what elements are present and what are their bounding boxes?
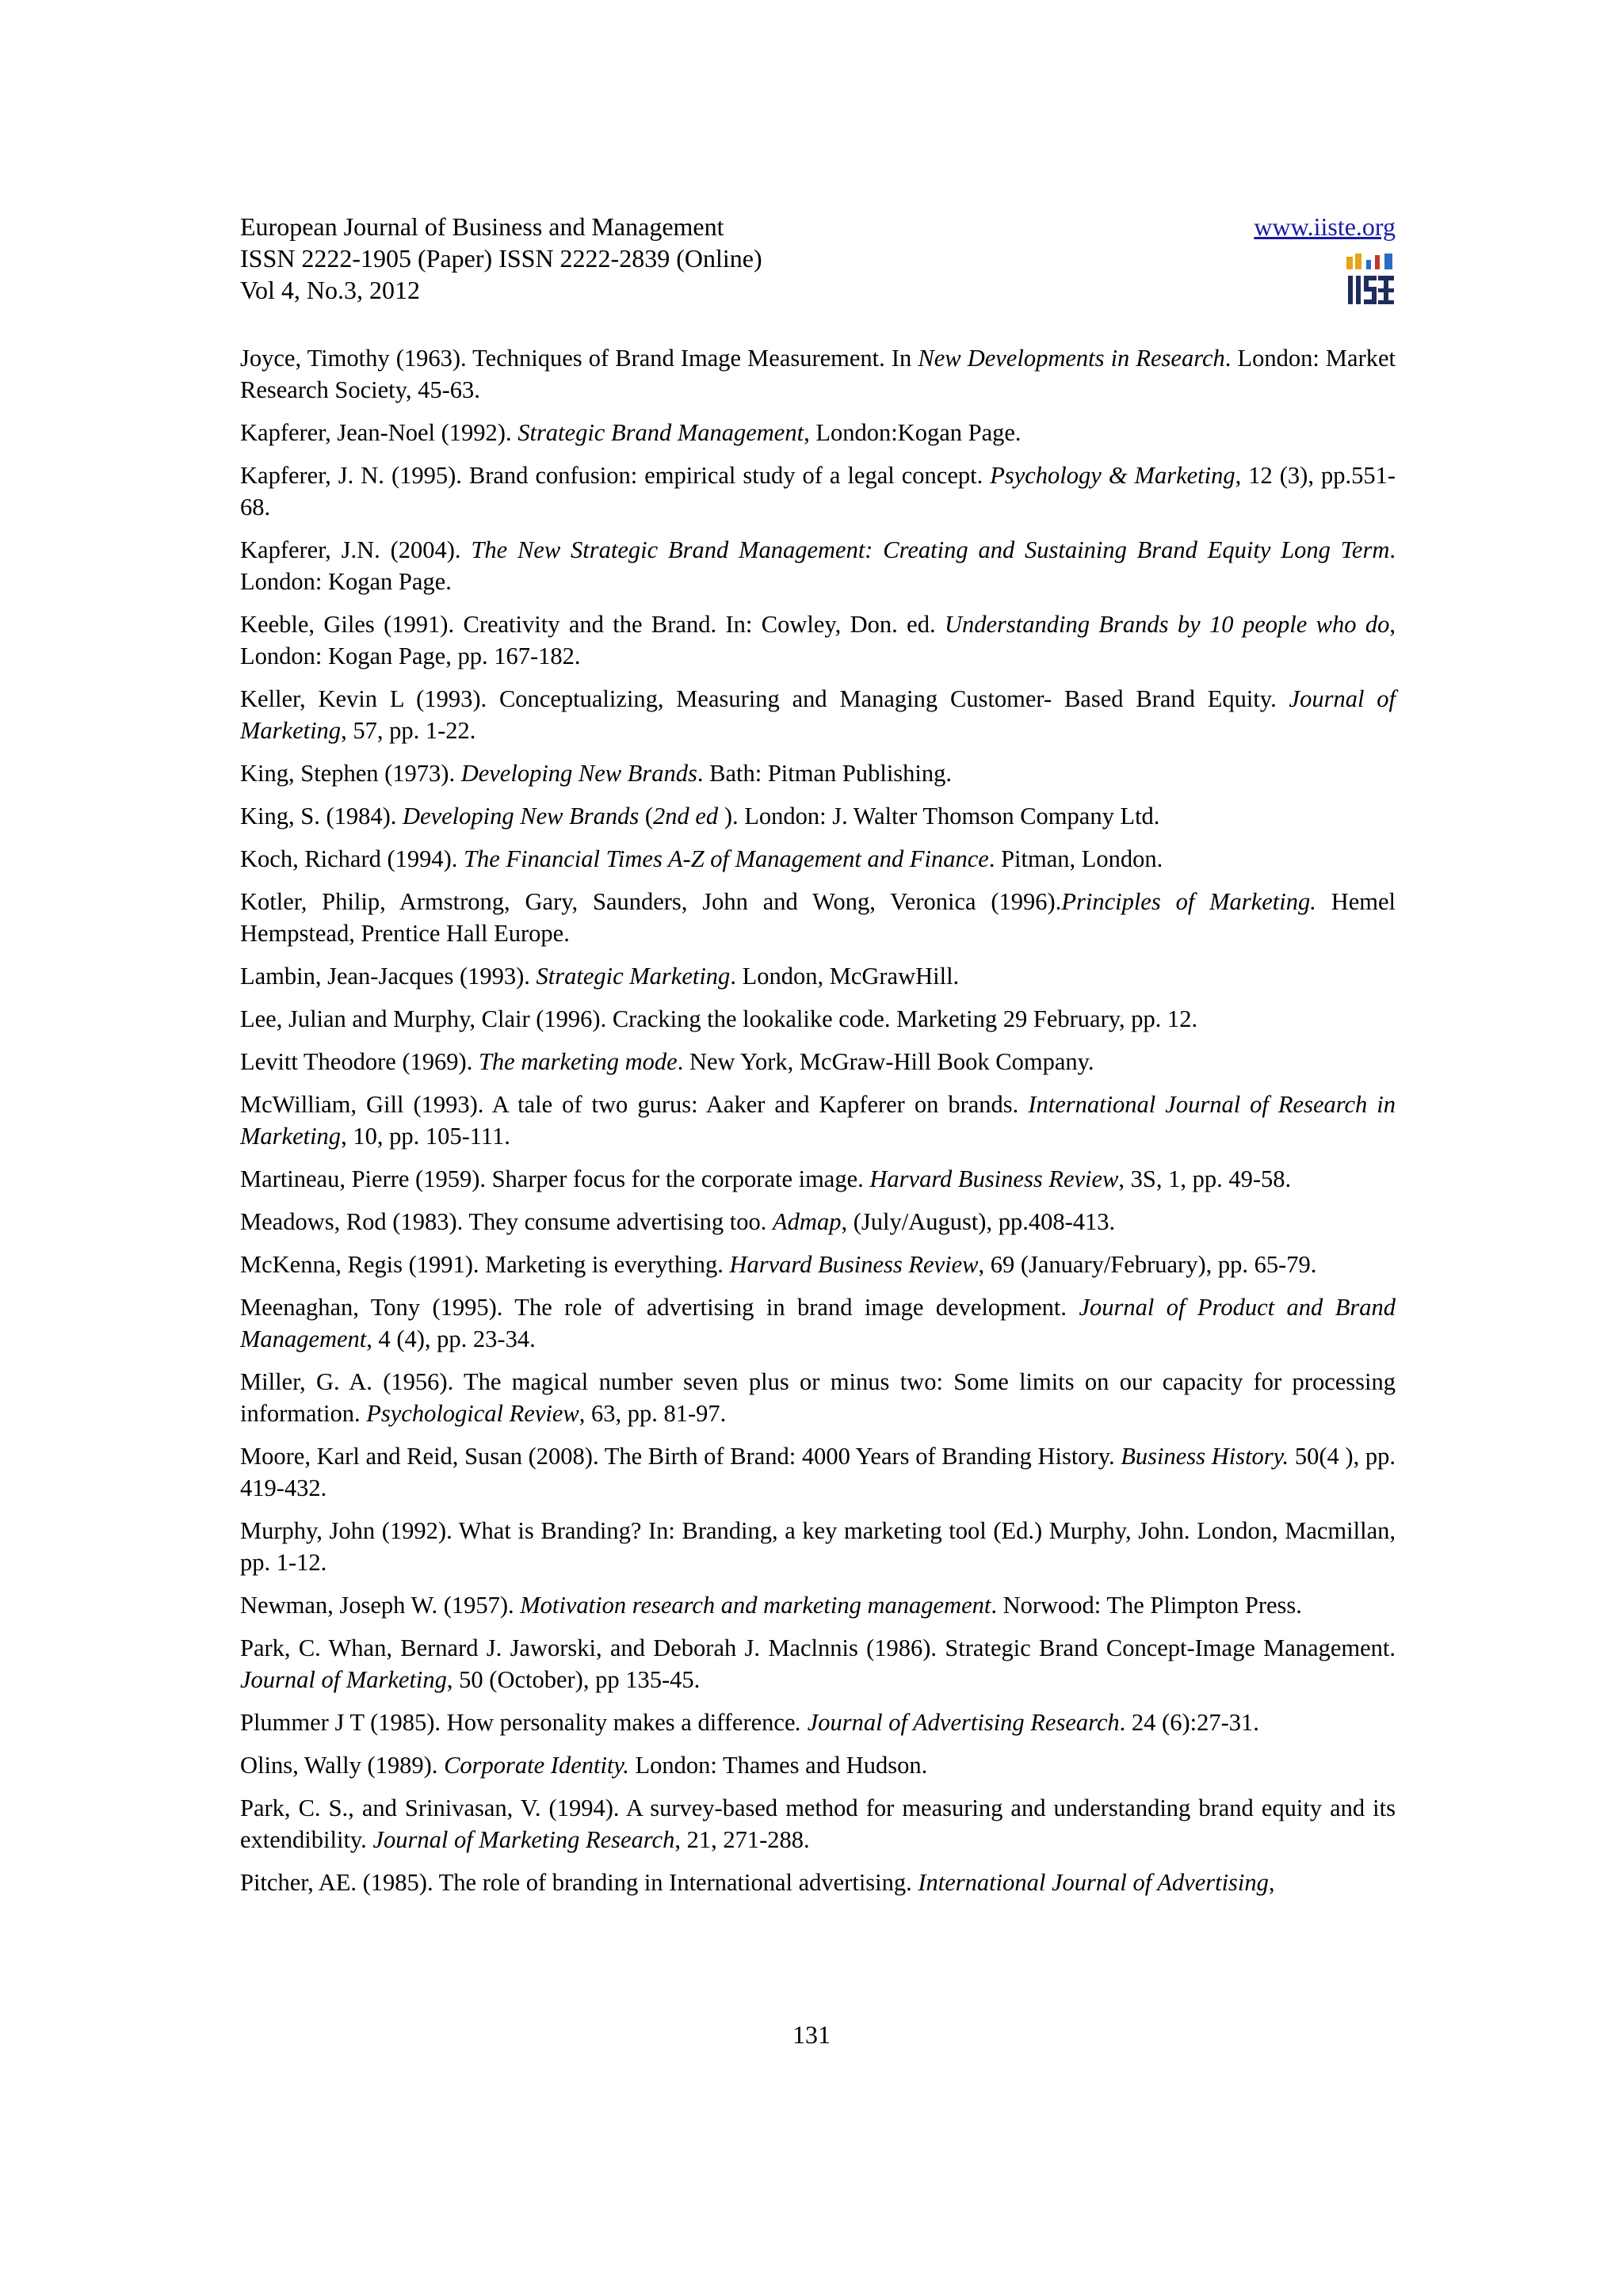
reference-text: . Pitman, London. (988, 845, 1163, 872)
reference-text: , 63, pp. 81-97. (579, 1400, 727, 1427)
reference-entry (240, 417, 1396, 448)
reference-text: 50(4 ), pp. 419-432. (240, 1443, 1396, 1501)
reference-text: , (1268, 1869, 1275, 1896)
reference-italic-text: Journal of Product and Brand Management (240, 1294, 1396, 1352)
reference-italic-text: 2nd ed (653, 803, 719, 830)
reference-entry (240, 757, 1396, 789)
reference-text: Hemel Hempstead, Prentice Hall Europe. (240, 888, 1396, 947)
reference-italic-text: Understanding Brands by 10 people who do (944, 611, 1390, 638)
reference-text: . London, McGrawHill. (730, 963, 960, 990)
reference-text: . Norwood: The Plimpton Press. (991, 1592, 1302, 1619)
journal-name: European Journal of Business and Management (240, 212, 724, 241)
reference-text: Park, C. S., and Srinivasan, V. (1994). A survey-based method for measuring and understanding brand equity and its extendibility. (240, 1794, 1396, 1853)
reference-text: , (July/August), pp.408-413. (841, 1208, 1116, 1235)
reference-text: Murphy, John (1992). What is Branding? In: Branding, a key marketing tool (Ed.) Murphy, John. London, Macmillan, pp. 1-12. (240, 1517, 1396, 1576)
reference-text: Kapferer, J. N. (1995). Brand confusion: empirical study of a legal concept. (240, 462, 991, 489)
journal-volume: Vol 4, No.3, 2012 (240, 276, 420, 304)
reference-text: . London: Market Research Society, 45-63. (240, 345, 1396, 403)
website-link[interactable]: www.iiste.org (1254, 212, 1396, 241)
reference-italic-text: Journal of Marketing (240, 1666, 447, 1693)
reference-entry (240, 960, 1396, 992)
reference-entry (240, 1749, 1396, 1781)
reference-text: Koch, Richard (1994). (240, 845, 464, 872)
reference-text: , London: Kogan Page, pp. 167-182. (240, 611, 1396, 669)
reference-text: , 3S, 1, pp. 49-58. (1118, 1165, 1292, 1192)
reference-text: Lee, Julian and Murphy, Clair (1996). Cracking the lookalike code. Marketing 29 February, pp. 12. (240, 1005, 1198, 1032)
reference-italic-text: Strategic Marketing (536, 963, 731, 990)
reference-text: , 10, pp. 105-111. (341, 1123, 510, 1150)
reference-text: Olins, Wally (1989). (240, 1752, 445, 1779)
reference-text: Keeble, Giles (1991). Creativity and the Brand. In: Cowley, Don. ed. (240, 611, 945, 638)
reference-italic-text: International Journal of Research in Marketing (240, 1091, 1396, 1150)
reference-entry (240, 342, 1396, 406)
reference-text: , 69 (January/February), pp. 65-79. (978, 1251, 1317, 1278)
reference-entry (240, 1515, 1396, 1578)
reference-italic-text: Developing New Brands (460, 760, 697, 787)
reference-italic-text: Harvard Business Review (869, 1165, 1119, 1192)
reference-entry (240, 1792, 1396, 1855)
reference-text: King, S. (1984). (240, 803, 403, 830)
reference-italic-text: Psychology & Marketing (990, 462, 1235, 489)
reference-entry (240, 1163, 1396, 1195)
reference-text: Pitcher, AE. (1985). The role of branding in International advertising. (240, 1869, 918, 1896)
reference-entry (240, 843, 1396, 875)
reference-text: King, Stephen (1973). (240, 760, 461, 787)
reference-text: . New York, McGraw-Hill Book Company. (677, 1048, 1094, 1075)
reference-entry (240, 1632, 1396, 1695)
reference-text: ( (639, 803, 654, 830)
reference-italic-text: The New Strategic Brand Management: Creating and Sustaining Brand Equity Long Term (471, 536, 1390, 563)
reference-text: , 50 (October), pp 135-45. (446, 1666, 701, 1693)
reference-italic-text: Admap (773, 1208, 842, 1235)
reference-italic-text: Psychological Review (366, 1400, 579, 1427)
reference-entry (240, 608, 1396, 672)
reference-italic-text: The Financial Times A-Z of Management and Finance (464, 845, 989, 872)
reference-text: McKenna, Regis (1991). Marketing is everything. (240, 1251, 730, 1278)
reference-text: Park, C. Whan, Bernard J. Jaworski, and Deborah J. Maclnnis (1986). Strategic Brand Concept-Image Management. (240, 1634, 1396, 1661)
reference-text: Keller, Kevin L (1993). Conceptualizing, Measuring and Managing Customer- Based Brand Equity. (240, 685, 1289, 712)
reference-entry (240, 460, 1396, 523)
reference-text: Moore, Karl and Reid, Susan (2008). The Birth of Brand: 4000 Years of Branding History. (240, 1443, 1121, 1470)
reference-text: McWilliam, Gill (1993). A tale of two gurus: Aaker and Kapferer on brands. (240, 1091, 1029, 1118)
reference-italic-text: International Journal of Advertising (918, 1869, 1269, 1896)
reference-italic-text: Principles of Marketing. (1061, 888, 1316, 915)
reference-italic-text: Motivation research and marketing management (520, 1592, 991, 1619)
reference-text: Meenaghan, Tony (1995). The role of advertising in brand image development. (240, 1294, 1079, 1321)
reference-entry (240, 1867, 1396, 1898)
reference-text: , 4 (4), pp. 23-34. (366, 1325, 536, 1352)
reference-entry (240, 1366, 1396, 1429)
reference-italic-text: Developing New Brands (403, 803, 640, 830)
reference-entry (240, 1249, 1396, 1280)
reference-italic-text: Business History. (1121, 1443, 1289, 1470)
reference-entry (240, 886, 1396, 949)
reference-entry (240, 1589, 1396, 1621)
reference-italic-text: Strategic Brand Management (517, 419, 804, 446)
reference-entry (240, 1707, 1396, 1738)
reference-text: London: Thames and Hudson. (628, 1752, 928, 1779)
reference-list (240, 342, 1396, 1909)
page-number: 131 (792, 2020, 831, 2049)
reference-text: , London:Kogan Page. (804, 419, 1022, 446)
reference-entry (240, 1440, 1396, 1504)
reference-text: Levitt Theodore (1969). (240, 1048, 479, 1075)
reference-italic-text: Journal of Marketing Research (372, 1826, 675, 1853)
reference-italic-text: Harvard Business Review (729, 1251, 979, 1278)
reference-text: Newman, Joseph W. (1957). (240, 1592, 521, 1619)
reference-entry (240, 1206, 1396, 1238)
journal-issn: ISSN 2222-1905 (Paper) ISSN 2222-2839 (Online) (240, 244, 762, 273)
reference-text: . London: Kogan Page. (240, 536, 1396, 595)
reference-entry (240, 1046, 1396, 1077)
reference-text: , 21, 271-288. (674, 1826, 810, 1853)
reference-text: Martineau, Pierre (1959). Sharper focus for the corporate image. (240, 1165, 870, 1192)
reference-text: . 24 (6):27-31. (1119, 1709, 1259, 1736)
reference-text: . Bath: Pitman Publishing. (697, 760, 953, 787)
reference-italic-text: New Developments in Research (918, 345, 1225, 372)
reference-text (801, 1709, 808, 1736)
reference-text: Kapferer, J.N. (2004). (240, 536, 472, 563)
reference-italic-text: Journal of Advertising Research (807, 1709, 1120, 1736)
reference-italic-text: The marketing mode (478, 1048, 678, 1075)
iiste-logo-icon (1345, 252, 1396, 307)
reference-text: Plummer J T (1985). How personality makes a difference (240, 1709, 796, 1736)
reference-entry (240, 683, 1396, 746)
reference-entry (240, 1089, 1396, 1152)
reference-italic-text: Corporate Identity. (444, 1752, 629, 1779)
reference-entry (240, 1003, 1396, 1035)
reference-text: ). London: J. Walter Thomson Company Ltd. (718, 803, 1160, 830)
journal-info (240, 211, 762, 306)
reference-text: Lambin, Jean-Jacques (1993). (240, 963, 537, 990)
reference-entry (240, 534, 1396, 597)
reference-text: Kotler, Philip, Armstrong, Gary, Saunders, John and Wong, Veronica (1996). (240, 888, 1062, 915)
reference-entry (240, 800, 1396, 832)
reference-text: Miller, G. A. (1956). The magical number seven plus or minus two: Some limits on our capacity for processing information. (240, 1368, 1396, 1427)
reference-italic-text: . (795, 1709, 802, 1736)
reference-entry (240, 1291, 1396, 1355)
reference-text: Joyce, Timothy (1963). Techniques of Brand Image Measurement. In (240, 345, 918, 372)
reference-text: Kapferer, Jean-Noel (1992). (240, 419, 518, 446)
reference-italic-text: Journal of Marketing (240, 685, 1396, 744)
reference-text: , 12 (3), pp.551-68. (240, 462, 1396, 521)
reference-text: , 57, pp. 1-22. (341, 717, 476, 744)
reference-text: Meadows, Rod (1983). They consume advertising too. (240, 1208, 773, 1235)
page-header (240, 211, 1396, 314)
